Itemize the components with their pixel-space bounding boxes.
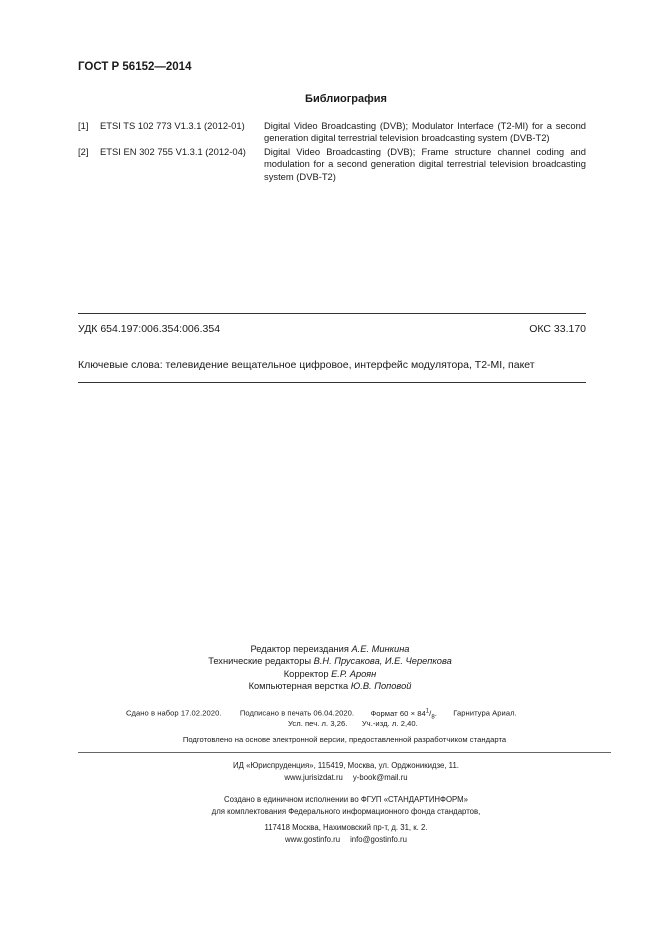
print-info-line2: Усл. печ. л. 3,26. Уч.-изд. л. 2,40. [288, 719, 418, 728]
udk-code: УДК 654.197:006.354:006.354 [78, 323, 221, 335]
reference-text: Digital Video Broadcasting (DVB); Modulator Interface (T2-MI) for a second generation digital terrestrial television broadcasting system (DVB-T2) [264, 120, 586, 144]
publisher-block [120, 760, 572, 783]
standartinform-line: Создано в единичном исполнении во ФГУП «СТАНДАРТИНФОРМ» [224, 795, 468, 804]
publisher-contacts: www.jurisizdat.ru y-book@mail.ru [284, 772, 408, 782]
corrector-line: Корректор Е.Р. Ароян [283, 668, 377, 679]
bibliography-item [78, 146, 586, 184]
standartinform-contacts: www.gostinfo.ru info@gostinfo.ru [285, 834, 407, 844]
editor-line: Редактор переиздания А.Е. Минкина [250, 644, 410, 654]
bibliography-title: Библиография [305, 93, 387, 105]
keywords: Ключевые слова: телевидение вещательное цифровое, интерфейс модулятора, T2-MI, пакет [78, 359, 535, 371]
publisher-address: ИД «Юриспруденция», 115419, Москва, ул. Орджоникидзе, 11. [233, 761, 459, 770]
reference-code: ETSI EN 302 755 V1.3.1 (2012-04) [100, 146, 246, 157]
oks-code: ОКС 33.170 [529, 323, 586, 335]
reference-text: Digital Video Broadcasting (DVB); Frame structure channel coding and modulation for a second generation digital terrestrial television broadcasting system (DVB-T2) [264, 146, 586, 182]
print-info-line1: Сдано в набор 17.02.2020. Подписано в печать 06.04.2020. Формат $60 \times 84^1/_8$. Гарнитура Ариал. [126, 708, 517, 721]
document-code: ГОСТ Р 56152—2014 [78, 61, 192, 73]
standartinform-block [120, 794, 572, 845]
reference-code: ETSI TS 102 773 V1.3.1 (2012-01) [100, 120, 245, 131]
standartinform-purpose: для комплектования Федерального информационного фонда стандартов, [211, 806, 481, 816]
prepared-note: Подготовлено на основе электронной версии, предоставленной разработчиком стандарта [182, 735, 507, 744]
reference-number: [1] [78, 120, 89, 131]
bibliography-item [78, 120, 586, 146]
divider [78, 313, 586, 314]
tech-editors-line: Технические редакторы В.Н. Прусакова, И.Е. Черепкова [208, 656, 452, 667]
divider [78, 382, 586, 383]
divider [78, 752, 611, 753]
layout-line: Компьютерная верстка Ю.В. Поповой [248, 680, 412, 691]
reference-number: [2] [78, 146, 89, 157]
credits-block [200, 643, 460, 692]
standartinform-address: 117418 Москва, Нахимовский пр-т, д. 31, к. 2. [264, 823, 428, 833]
format-value: Формат $60 \times 84^1/_8$. [370, 708, 437, 721]
